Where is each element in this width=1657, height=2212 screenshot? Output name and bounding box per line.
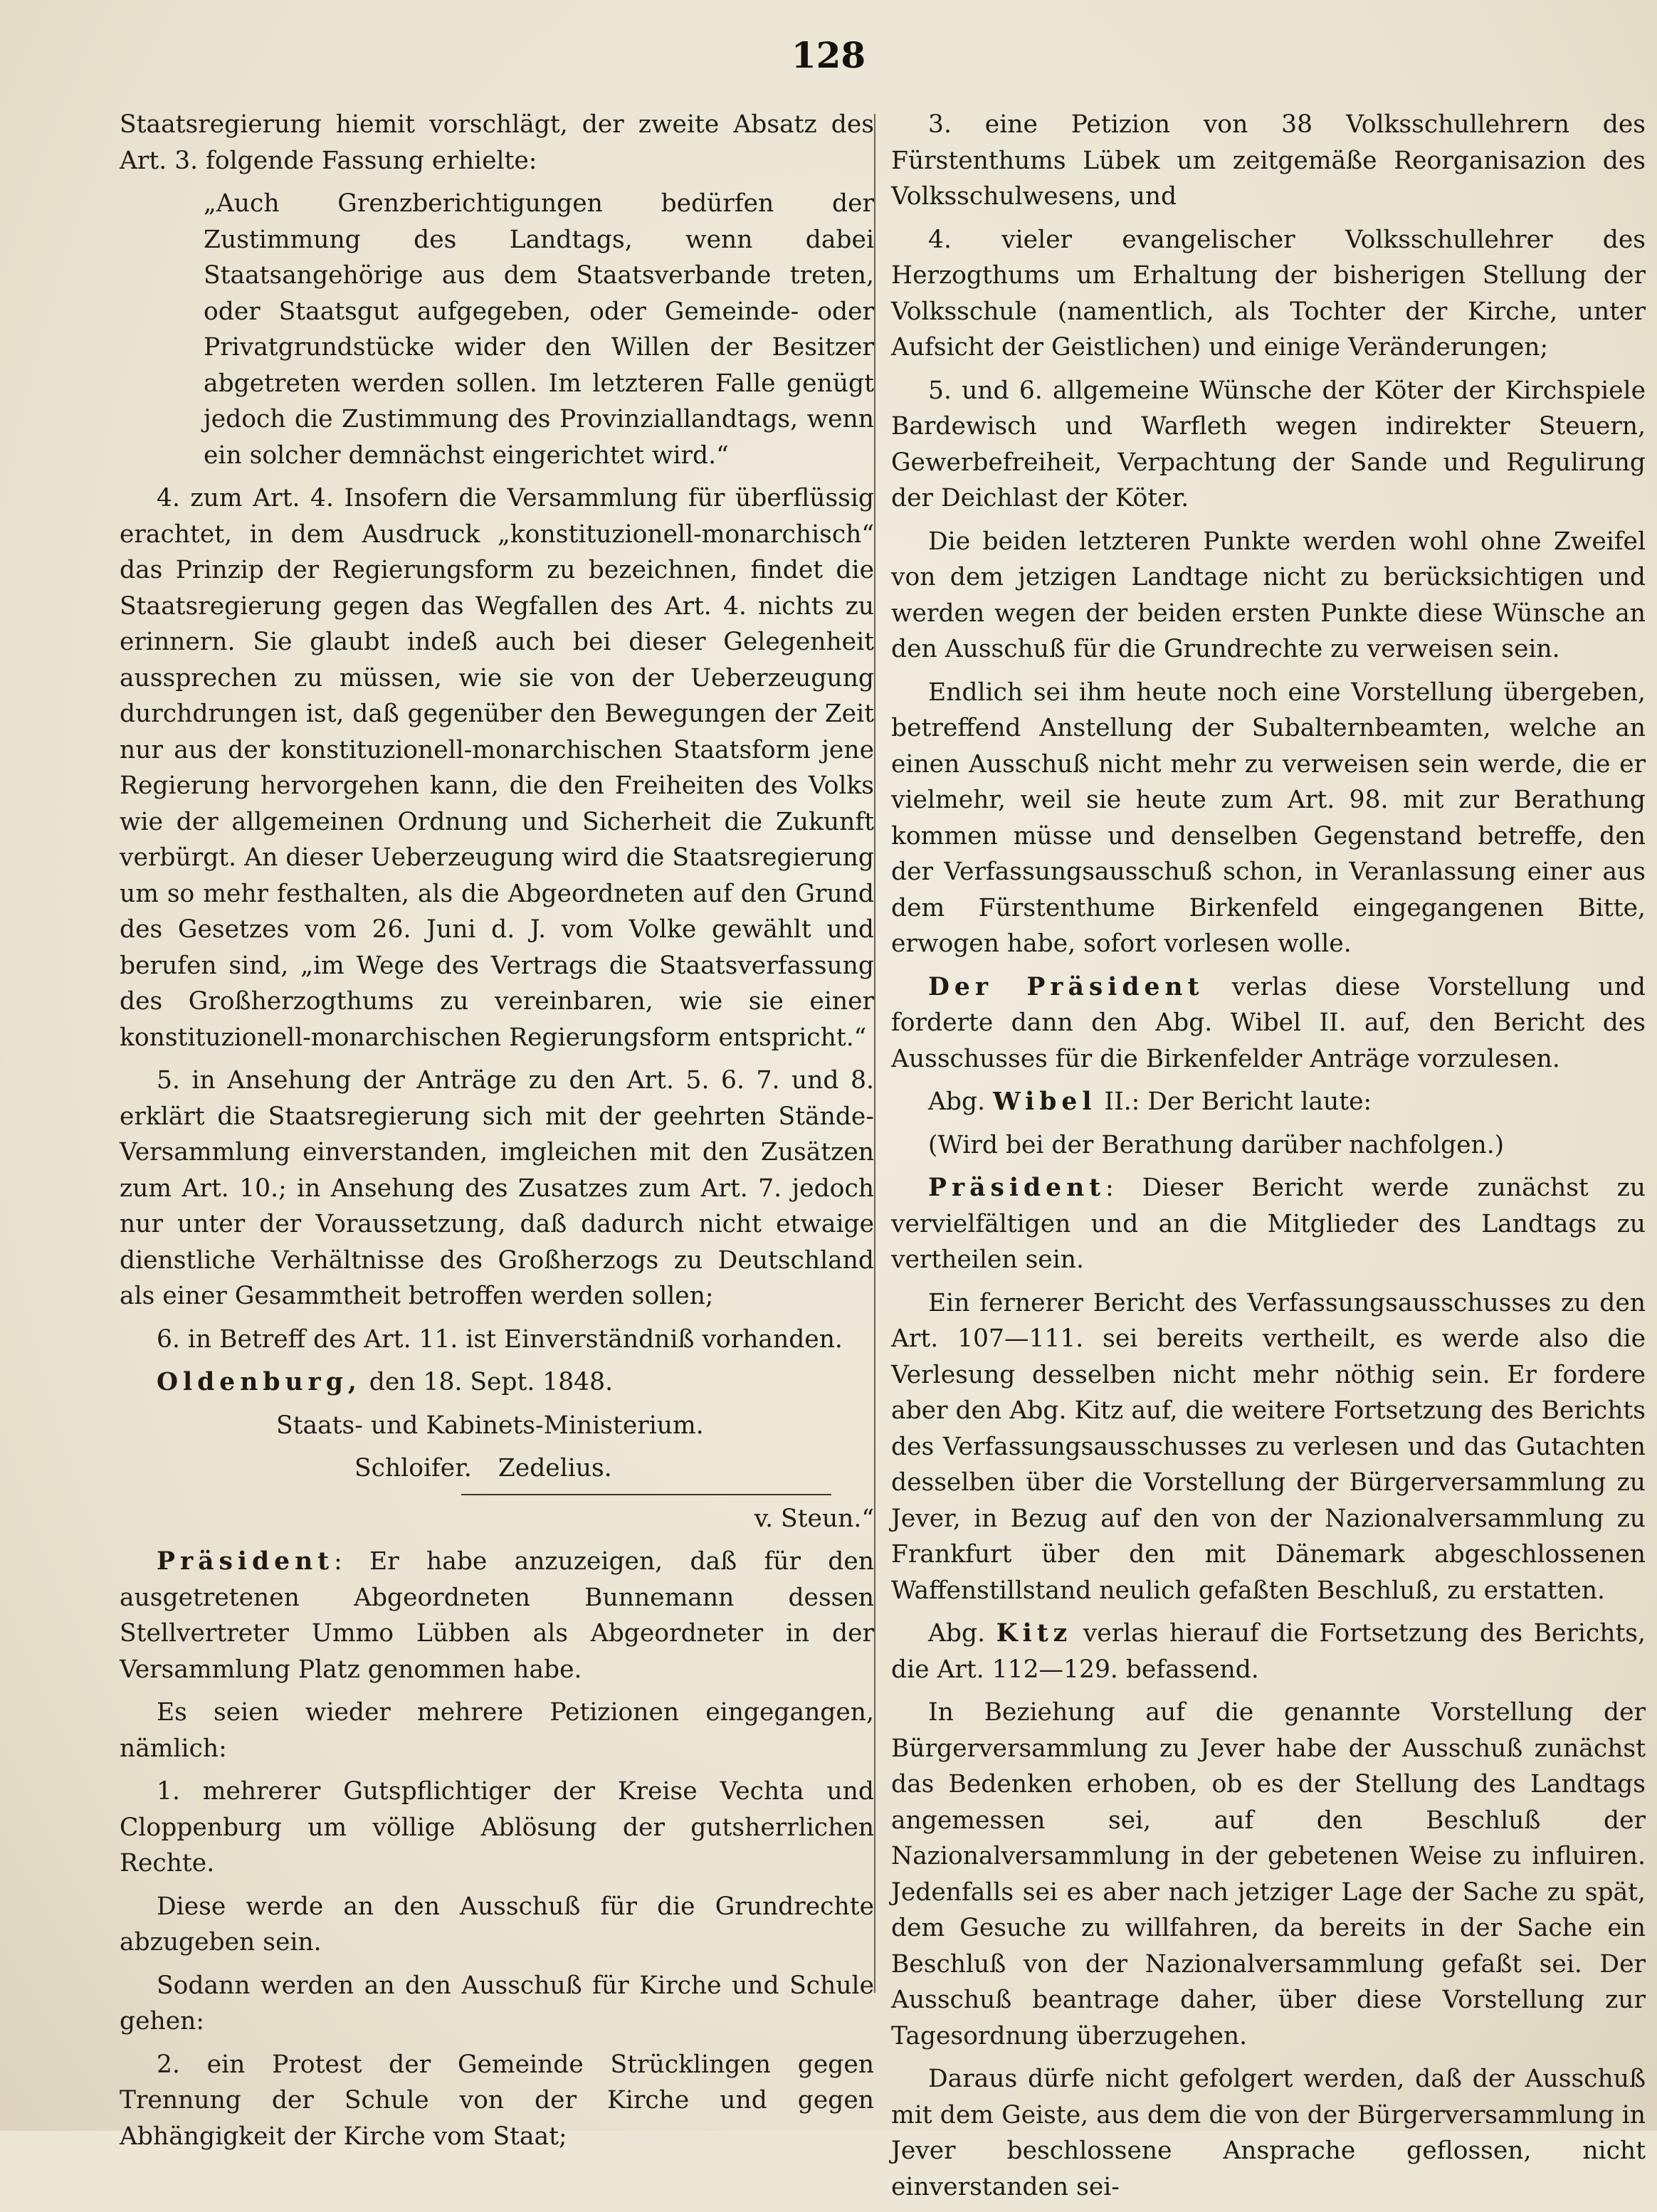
speaker-name: Der Präsident — [928, 972, 1204, 1001]
speech-text: II.: Der Bericht laute: — [1096, 1087, 1372, 1116]
right-paragraph: Die beiden letzteren Punkte werden wohl ohne Zweifel von dem jetzigen Landtage nicht zu berücksichtigen und werden wegen der beiden ersten Punkte diese Wünsche an den Ausschuß für die Grundrechte zu verweisen sein. — [891, 527, 1646, 663]
left-paragraph: Es seien wieder mehrere Petizionen eingegangen, nämlich: — [120, 1698, 874, 1763]
left-paragraph: 5. in Ansehung der Anträge zu den Art. 5. 6. 7. und 8. erklärt die Staatsregierung sich mit der geehrten Stände-Versammlung einverstanden, imgleichen mit den Zusätzen zum Art. 10.; in Ansehung des Zusatzes zum Art. 7. jedoch nur unter der Voraussetzung, daß dadurch nicht etwaige dienstliche Verhältnisse des Großherzogs zu Deutschland als einer Gesammtheit betroffen werden sollen; — [120, 1066, 874, 1310]
left-paragraph: 4. zum Art. 4. Insofern die Versammlung für überflüssig erachtet, in dem Ausdruck „konstituzionell-monarchisch“ das Prinzip der Regierungsform zu bezeichnen, findet die Staatsregierung gegen das Wegfallen des Art. 4. nichts zu erinnern. Sie glaubt indeß auch bei dieser Gelegenheit aussprechen zu müssen, wie sie von der Ueberzeugung durchdrungen ist, daß gegenüber den Bewegungen der Zeit nur aus der konstituzionell-monarchischen Staatsform jene Regierung hervorgehen kann, die den Freiheiten des Volks wie der allgemeinen Ordnung und Sicherheit die Zukunft verbürgt. An dieser Ueberzeugung wird die Staatsregierung um so mehr festhalten, als die Abgeordneten auf den Grund des Gesetzes vom 26. Juni d. J. vom Volke gewählt und berufen sind, „im Wege des Vertrags die Staatsverfassung des Großherzogthums zu vereinbaren, wie sie einer konstituzionell-monarchischen Regierungsform entspricht.“ — [120, 484, 874, 1052]
right-paragraph: (Wird bei der Berathung darüber nachfolgen.) — [928, 1130, 1505, 1159]
speech-text: verlas diese Vorstellung und forderte dann den Abg. Wibel II. auf, den Bericht des Ausschusses für die Birkenfelder Anträge vorzulesen. — [891, 972, 1646, 1073]
left-paragraph: Staatsregierung hiemit vorschlägt, der zweite Absatz des Art. 3. folgende Fassung erhielte: — [120, 110, 874, 175]
right-paragraph: In Beziehung auf die genannte Vorstellung der Bürgerversammlung zu Jever habe der Ausschuß zunächst das Bedenken erhoben, ob es der Stellung des Landtags angemessen sei, auf den Beschluß der Nazionalversammlung in der gebetenen Weise zu influiren. Jedenfalls sei es aber nach jetziger Lage der Sache zu spät, dem Gesuche zu willfahren, da bereits in der Sache ein Beschluß von der Nazionalversammlung gefaßt sei. Der Ausschuß beantrage daher, über diese Vorstellung zur Tagesordnung überzugehen. — [891, 1698, 1646, 2050]
place-name: Oldenburg, — [157, 1368, 362, 1396]
left-paragraph: Sodann werden an den Ausschuß für Kirche und Schule gehen: — [120, 1971, 874, 2035]
right-paragraph — [891, 1170, 1646, 1278]
divider — [461, 1494, 831, 1495]
speaker-name: Präsident — [928, 1174, 1106, 1202]
speaker-prefix: Abg. — [928, 1619, 996, 1648]
left-paragraph: Diese werde an den Ausschuß für die Grundrechte abzugeben sein. — [120, 1892, 874, 1956]
ministry-line: Staats- und Kabinets-Ministerium. — [276, 1411, 704, 1440]
right-paragraph: Endlich sei ihm heute noch eine Vorstellung übergeben, betreffend Anstellung der Subalternbeamten, welche an einen Ausschuß nicht mehr zu verweisen sein werde, die er vielmehr, weil sie heute zum Art. 98. mit zur Berathung kommen müsse und denselben Gegenstand betreffe, den der Verfassungsausschuß schon, in Veranlassung einer aus dem Fürstenthume Birkenfeld eingegangenen Bitte, erwogen habe, sofort vorlesen wolle. — [891, 678, 1646, 958]
speaker-name: Wibel — [993, 1087, 1097, 1116]
speech-text: verlas hierauf die Fortsetzung des Berichts, die Art. 112—129. befassend. — [891, 1619, 1646, 1684]
left-column — [120, 107, 874, 2161]
speech-text: : Er habe anzuzeigen, daß für den ausgetretenen Abgeordneten Bunnemann dessen Stellvertreter Ummo Lübben als Abgeordneter in der Versammlung Platz genommen habe. — [120, 1547, 874, 1684]
right-column — [891, 107, 1646, 2212]
column-divider — [874, 114, 875, 1993]
right-paragraph — [891, 1616, 1646, 1687]
speaker-name: Kitz — [996, 1619, 1073, 1648]
left-paragraph: 2. ein Protest der Gemeinde Strücklingen gegen Trennung der Schule von der Kirche und gegen Abhängigkeit der Kirche vom Staat; — [120, 2050, 874, 2151]
left-paragraph: 6. in Betreff des Art. 11. ist Einverständniß vorhanden. — [157, 1324, 843, 1354]
right-paragraph: 4. vieler evangelischer Volksschullehrer des Herzogthums um Erhaltung der bisherigen Stellung der Volksschule (namentlich, als Tochter der Kirche, unter Aufsicht der Geistlichen) und einige Veränderungen; — [891, 225, 1646, 362]
quoted-article: „Auch Grenzberichtigungen bedürfen der Zustimmung des Landtags, wenn dabei Staatsangehörige aus dem Staatsverbande treten, oder Staatsgut aufgegeben, oder Gemeinde- oder Privatgrundstücke wider den Willen der Besitzer abgetreten werden sollen. Im letzteren Falle genügt jedoch die Zustimmung des Provinziallandtags, wenn ein solcher demnächst eingerichtet wird.“ — [204, 189, 874, 470]
right-paragraph — [891, 1084, 1646, 1120]
page-number: 128 — [791, 34, 866, 76]
right-paragraph: Ein fernerer Bericht des Verfassungsausschusses zu den Art. 107—111. sei bereits vertheilt, es werde also die Verlesung desselben nicht mehr nöthig sein. Er fordere aber den Abg. Kitz auf, die weitere Fortsetzung des Berichts des Verfassungsausschusses zu verlesen und das Gutachten desselben über die Vorstellung der Bürgerversammlung zu Jever, in Bezug auf den von der Nazionalversammlung zu Frankfurt über den mit Dänemark abgeschlossenen Waffenstillstand neulich gefaßten Beschluß, zu erstatten. — [891, 1288, 1646, 1605]
speaker-name: Präsident — [157, 1547, 335, 1576]
right-paragraph — [891, 969, 1646, 1078]
right-paragraph: Daraus dürfe nicht gefolgert werden, daß der Ausschuß mit dem Geiste, aus dem die von der Bürgerversammlung in Jever beschlossene Ansprache geflossen, nicht einverstanden sei- — [891, 2065, 1646, 2201]
signature-last: v. Steun.“ — [754, 1504, 874, 1533]
date-text: den 18. Sept. 1848. — [361, 1368, 614, 1396]
speech-text: : Dieser Bericht werde zunächst zu vervielfältigen und an die Mitglieder des Landtags zu vertheilen sein. — [891, 1174, 1646, 1274]
right-paragraph: 3. eine Petizion von 38 Volksschullehrern des Fürstenthums Lübek um zeitgemäße Reorganisazion des Volksschulwesens, und — [891, 110, 1646, 211]
left-paragraph: 1. mehrerer Gutspflichtiger der Kreise Vechta und Cloppenburg um völlige Ablösung der gutsherrlichen Rechte. — [120, 1777, 874, 1877]
left-paragraph — [120, 1544, 874, 1687]
speaker-prefix: Abg. — [928, 1087, 994, 1116]
date-line — [120, 1364, 874, 1401]
right-paragraph: 5. und 6. allgemeine Wünsche der Köter der Kirchspiele Bardewisch und Warfleth wegen indirekter Steuern, Gewerbefreiheit, Verpachtung der Sande und Regulirung der Deichlast der Köter. — [891, 376, 1646, 512]
signature-names: Schloifer. Zedelius. — [354, 1454, 612, 1482]
